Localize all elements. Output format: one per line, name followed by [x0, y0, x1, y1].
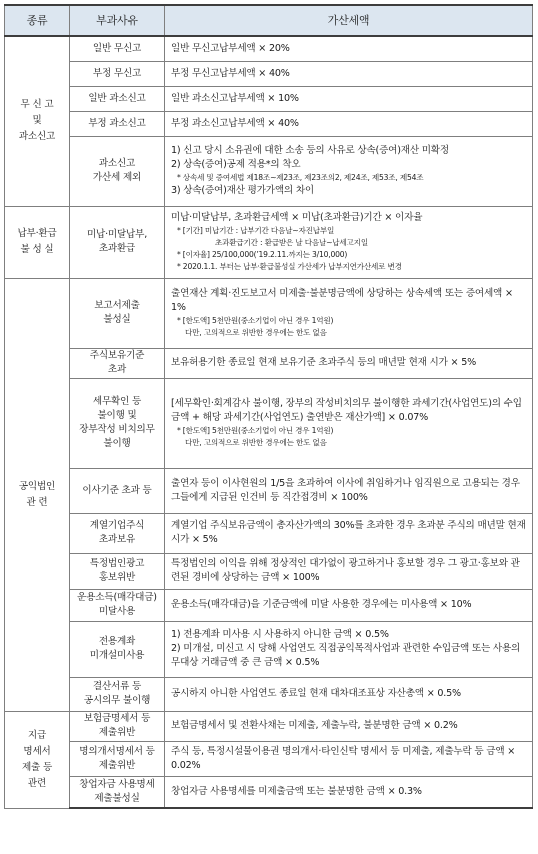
- table-row: [5, 378, 533, 468]
- footnote-text: * 상속세 및 증여세법 제18조~제23조, 제23조의2, 제24조, 제53조, 제54조: [177, 173, 424, 182]
- amount-text: 3) 상속(증여)재산 평가가액의 차이: [171, 185, 314, 196]
- table-row: [5, 348, 533, 378]
- amount-cell: [165, 513, 533, 553]
- header-type: 종류: [5, 5, 70, 36]
- reason-cell: 보고서제출 불성실: [70, 278, 165, 348]
- amount-text: 1) 전용계좌 미사용 시 사용하지 아니한 금액 × 0.5%: [171, 629, 389, 640]
- amount-text: 부정 무신고납부세액 × 40%: [171, 67, 290, 79]
- category-cell: 무 신 고 및 과소신고: [5, 36, 70, 206]
- amount-cell: [165, 61, 533, 86]
- footnote-text: 초과환급기간 : 환급받은 날 다음날~납세고지일: [215, 238, 368, 247]
- table-row: [5, 776, 533, 808]
- footnote-text: * 2020.1.1. 부터는 납부·환급불성실 가산세가 납부지연가산세로 변경: [177, 262, 402, 271]
- table-row: [5, 61, 533, 86]
- table-row: [5, 111, 533, 136]
- amount-text: 공시하지 아니한 사업연도 종료일 현재 대차대조표상 자산총액 × 0.5%: [171, 688, 461, 699]
- table-row: [5, 589, 533, 621]
- reason-cell: 특정법인광고 홍보위반: [70, 553, 165, 589]
- amount-cell: [165, 278, 533, 348]
- amount-cell: [165, 677, 533, 711]
- table-row: [5, 621, 533, 677]
- reason-cell: 명의개서명세서 등 제출위반: [70, 741, 165, 776]
- table-row: [5, 513, 533, 553]
- amount-text: 2) 미개설, 미신고 시 당해 사업연도 직접공익목적사업과 관련한 수입금액 또는 사용의무대상 거래금액 중 큰 금액 × 0.5%: [171, 643, 521, 668]
- reason-cell: 전용계좌 미개설미사용: [70, 621, 165, 677]
- amount-text: 보유허용기한 종료일 현재 보유기준 초과주식 등의 매년말 현재 시가 × 5%: [171, 357, 477, 368]
- table-header-row: [5, 5, 533, 36]
- amount-cell: [165, 36, 533, 61]
- additional-tax-table: [4, 4, 533, 809]
- amount-text: 특정법인의 이익을 위해 정상적인 대가없이 광고하거나 홍보할 경우 그 광고·홍보와 관련된 경비에 상당하는 금액 × 100%: [171, 558, 520, 583]
- reason-cell: 일반 과소신고: [70, 86, 165, 111]
- table-row: [5, 741, 533, 776]
- category-cell: 지급 명세서 제출 등 관련: [5, 711, 70, 808]
- footnote-text: 다만, 고의적으로 위반한 경우에는 한도 없음: [185, 328, 327, 337]
- table-row: [5, 206, 533, 278]
- category-cell: 공익법인 관 련: [5, 278, 70, 711]
- reason-cell: 운용소득(매각대금) 미달사용: [70, 589, 165, 621]
- amount-cell: [165, 776, 533, 808]
- amount-text: 2) 상속(증여)공제 적용*의 착오: [171, 159, 301, 170]
- amount-cell: [165, 553, 533, 589]
- amount-text: 주식 등, 특정시설물이용권 명의개서·타인신탁 명세서 등 미제출, 제출누락 등 금액 × 0.02%: [171, 745, 518, 771]
- amount-cell: [165, 589, 533, 621]
- category-cell: 납부·환급 불 성 실: [5, 206, 70, 278]
- reason-cell: 부정 무신고: [70, 61, 165, 86]
- amount-text: 일반 과소신고납부세액 × 10%: [171, 92, 299, 104]
- amount-cell: [165, 468, 533, 513]
- table-row: [5, 86, 533, 111]
- amount-text: 보험금명세서 및 전환사채는 미제출, 제출누락, 불분명한 금액 × 0.2%: [171, 720, 458, 731]
- reason-cell: 계열기업주식 초과보유: [70, 513, 165, 553]
- reason-cell: 보험금명세서 등 제출위반: [70, 711, 165, 741]
- amount-text: 창업자금 사용명세를 미제출금액 또는 불분명한 금액 × 0.3%: [171, 785, 422, 797]
- table-row: [5, 553, 533, 589]
- table-row: [5, 36, 533, 61]
- reason-cell: 이사기준 초과 등: [70, 468, 165, 513]
- header-reason: 부과사유: [70, 5, 165, 36]
- footnote-text: * [이자율] 25/100,000(’19.2.11.까지는 3/10,000): [177, 250, 348, 259]
- reason-cell: 과소신고 가산세 제외: [70, 136, 165, 206]
- reason-cell: 주식보유기준 초과: [70, 348, 165, 378]
- table-row: [5, 136, 533, 206]
- table-row: [5, 677, 533, 711]
- footnote-text: 다만, 고의적으로 위반한 경우에는 한도 없음: [185, 438, 327, 447]
- footnote-text: * [한도액] 5천만원(중소기업이 아닌 경우 1억원): [177, 316, 334, 325]
- amount-text: 계열기업 주식보유금액이 총자산가액의 30%를 초과한 경우 초과분 주식의 매년말 현재시가 × 5%: [171, 520, 526, 545]
- amount-text: 출연자 등이 이사현원의 1/5을 초과하여 이사에 취임하거나 임직원으로 고용되는 경우 그들에게 지급된 인건비 등 직간접경비 × 100%: [171, 477, 523, 503]
- amount-cell: [165, 621, 533, 677]
- reason-cell: 세무확인 등 불이행 및 장부작성 비치의무 불이행: [70, 378, 165, 468]
- amount-text: 일반 무신고납부세액 × 20%: [171, 42, 290, 54]
- amount-cell: [165, 711, 533, 741]
- amount-text: [세무확인·회계감사 불이행, 장부의 작성비치의무 불이행한 과세기간(사업연도)의 수입금액 + 해당 과세기간(사업연도) 출연받은 재산가액] × 0.07%: [171, 398, 522, 423]
- amount-cell: [165, 136, 533, 206]
- amount-text: 출연재산 계획·진도보고서 미제출·불분명금액에 상당하는 상속세액 또는 증여세액 × 1%: [171, 288, 516, 313]
- reason-cell: 미납·미달납부, 초과환급: [70, 206, 165, 278]
- reason-cell: 부정 과소신고: [70, 111, 165, 136]
- reason-cell: 결산서류 등 공시의무 불이행: [70, 677, 165, 711]
- amount-cell: [165, 86, 533, 111]
- amount-text: 미납·미달납부, 초과환급세액 × 미납(초과환급)기간 × 이자율: [171, 212, 423, 223]
- reason-cell: 일반 무신고: [70, 36, 165, 61]
- amount-text: 부정 과소신고납부세액 × 40%: [171, 117, 299, 129]
- amount-cell: [165, 348, 533, 378]
- reason-cell: 창업자금 사용명세 제출불성실: [70, 776, 165, 808]
- amount-text: 1) 신고 당시 소유권에 대한 소송 등의 사유로 상속(증여)재산 미확정: [171, 145, 449, 156]
- header-amount: 가산세액: [165, 5, 533, 36]
- amount-cell: [165, 741, 533, 776]
- amount-cell: [165, 378, 533, 468]
- amount-cell: [165, 206, 533, 278]
- footnote-text: * [한도액] 5천만원(중소기업이 아닌 경우 1억원): [177, 426, 334, 435]
- amount-cell: [165, 111, 533, 136]
- amount-text: 운용소득(매각대금)을 기준금액에 미달 사용한 경우에는 미사용액 × 10%: [171, 599, 472, 610]
- footnote-text: * [기간] 미납기간 : 납부기간 다음날~자진납부일: [177, 226, 335, 235]
- table-row: [5, 711, 533, 741]
- table-row: [5, 468, 533, 513]
- table-row: [5, 278, 533, 348]
